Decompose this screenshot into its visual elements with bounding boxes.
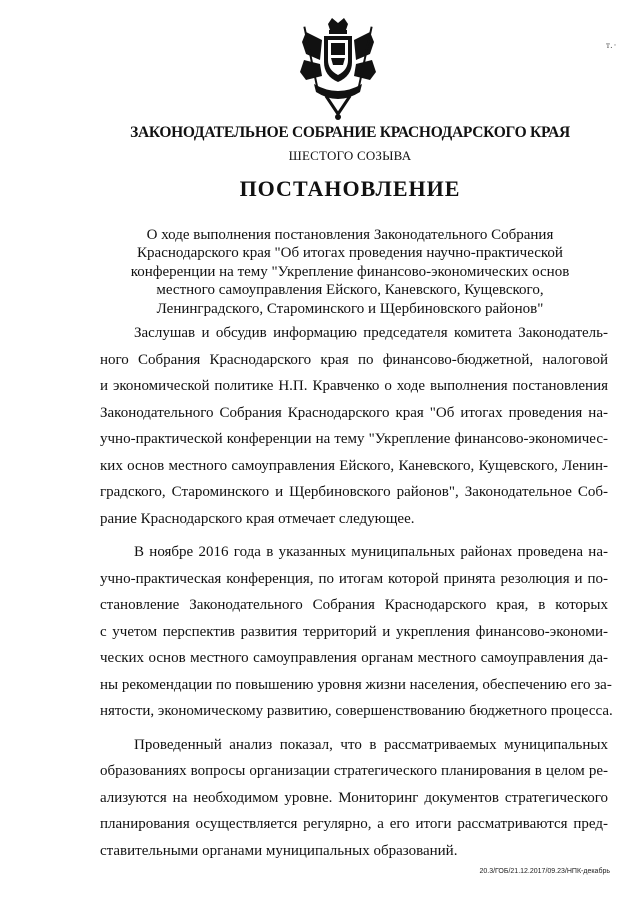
- text-line: и экономической политике Н.П. Кравченко о ходе выполнения постановления: [100, 378, 608, 394]
- text-line: нятости, экономическому развитию, совершенствованию бюджетного процесса.: [100, 703, 613, 719]
- text-line: ких основ местного самоуправления Ейского, Каневского, Кущевского, Ленин-: [100, 457, 608, 474]
- paragraph-3: [100, 732, 608, 865]
- document-subject: [110, 226, 590, 318]
- convocation-label: ШЕСТОГО СОЗЫВА: [288, 148, 412, 163]
- paragraph-1: [100, 320, 608, 532]
- subject-line: конференции на тему "Укрепление финансово-экономических основ: [130, 263, 570, 280]
- text-line: ализуются на необходимом уровне. Мониторинг документов стратегического: [100, 789, 608, 806]
- text-line: Законодательного Собрания Краснодарского края "Об итогах проведения на-: [100, 404, 608, 421]
- text-line: рание Краснодарского края отмечает следующее.: [100, 510, 415, 527]
- text-line: Проведенный анализ показал, что в рассматриваемых муниципальных: [134, 736, 608, 753]
- scan-mark: т.·: [606, 40, 618, 50]
- text-line: градского, Староминского и Щербиновского районов", Законодательное Соб-: [100, 484, 608, 500]
- text-line: ного Собрания Краснодарского края по финансово-бюджетной, налоговой: [100, 351, 608, 368]
- subject-line: Краснодарского края "Об итогах проведения научно-практической: [137, 245, 563, 262]
- subject-line: местного самоуправления Ейского, Каневского, Кущевского,: [156, 282, 544, 299]
- text-line: Заслушав и обсудив информацию председателя комитета Законодатель-: [134, 325, 608, 341]
- text-line: планирования осуществляется регулярно, а его итоги рассматриваются пред-: [100, 816, 608, 832]
- text-line: образованиях вопросы организации стратегического планирования в целом ре-: [100, 763, 608, 779]
- paragraph-2: [100, 539, 613, 725]
- text-line: ны рекомендации по повышению уровня жизни населения, обеспечению его за-: [100, 676, 612, 693]
- text-line: ставительными органами муниципальных образований.: [100, 842, 458, 859]
- text-line: ческих основ местного самоуправления органам местного самоуправления да-: [100, 650, 608, 666]
- document-registration-code: 20.3/ГОБ/21.12.2017/09.23/НПК-декабрь: [479, 868, 610, 875]
- subject-line: Ленинградского, Староминского и Щербиновского районов": [156, 300, 544, 317]
- text-line: с учетом перспектив развития территорий и укрепления финансово-экономи-: [100, 623, 608, 640]
- document-type-title: ПОСТАНОВЛЕНИЕ: [239, 176, 461, 201]
- subject-line: О ходе выполнения постановления Законодательного Собрания: [146, 227, 554, 243]
- coat-of-arms-icon: [300, 18, 376, 122]
- document-body: [100, 320, 613, 864]
- organization-title: ЗАКОНОДАТЕЛЬНОЕ СОБРАНИЕ КРАСНОДАРСКОГО КРАЯ: [130, 124, 570, 141]
- text-line: учно-практической конференции на тему "Укрепление финансово-экономичес-: [100, 431, 608, 447]
- text-line: становление Законодательного Собрания Краснодарского края, в которых: [100, 597, 608, 613]
- text-line: В ноябре 2016 года в указанных муниципальных районах проведена на-: [134, 544, 608, 560]
- text-line: учно-практическая конференция, по итогам которой принята резолюция и по-: [100, 570, 608, 587]
